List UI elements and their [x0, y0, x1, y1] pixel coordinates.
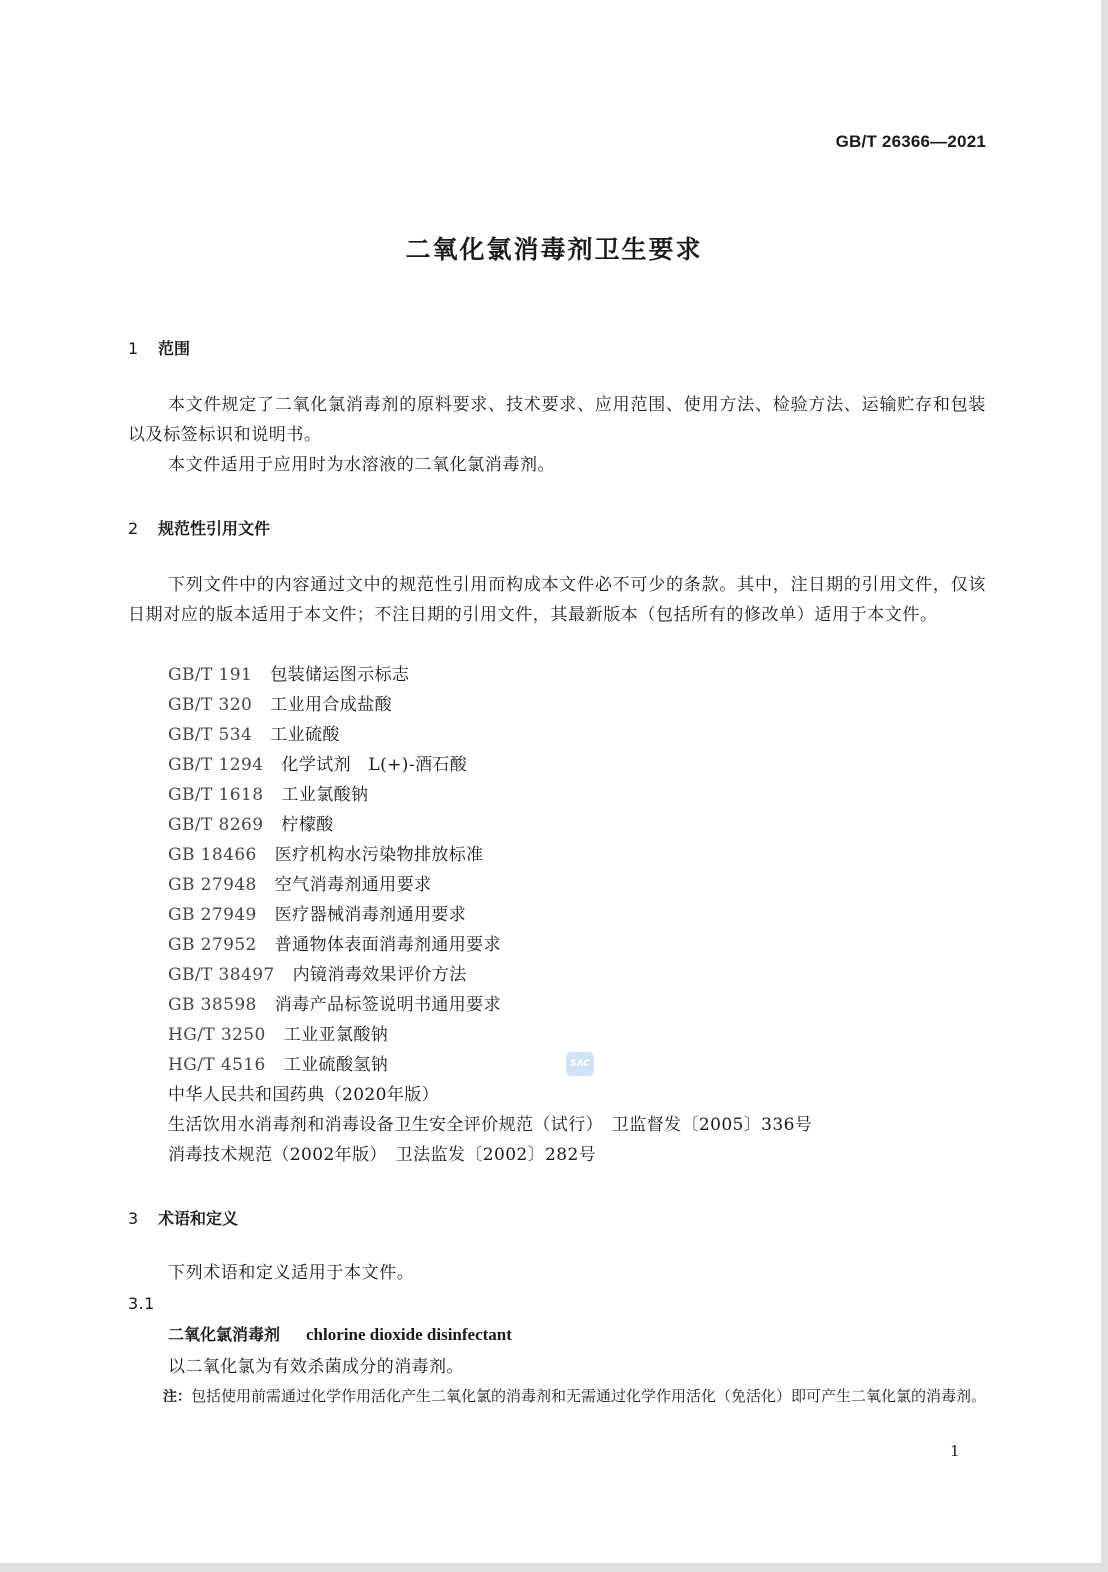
section-1-paragraph-1: 本文件规定了二氧化氯消毒剂的原料要求、技术要求、应用范围、使用方法、检验方法、运输贮存和包装以及标签标识和说明书。: [128, 395, 986, 445]
section-1-heading: [128, 336, 190, 359]
term-number: 3.1: [128, 1294, 155, 1313]
reference-item-extra: 消毒技术规范（2002年版） 卫法监发〔2002〕282号: [168, 1145, 597, 1165]
reference-item: [168, 930, 812, 960]
reference-item: [168, 690, 812, 720]
reference-code: GB/T 1618: [168, 785, 264, 805]
section-3-heading: [128, 1206, 238, 1229]
reference-title: 内镜消毒效果评价方法: [292, 965, 467, 985]
reference-item: [168, 1050, 812, 1080]
term-definition: 以二氧化氯为有效杀菌成分的消毒剂。: [168, 1357, 464, 1377]
section-number: 2: [128, 519, 139, 538]
reference-code: GB/T 534: [168, 725, 253, 745]
reference-title: 消毒产品标签说明书通用要求: [274, 995, 501, 1015]
section-2-heading: [128, 516, 270, 539]
viewer-bottom-edge: [0, 1563, 1108, 1572]
section-number: 3: [128, 1209, 139, 1228]
normative-references-list: [168, 660, 812, 1170]
reference-title: 工业硫酸氢钠: [283, 1055, 389, 1075]
reference-title: 普通物体表面消毒剂通用要求: [274, 935, 501, 955]
reference-title: 工业亚氯酸钠: [283, 1025, 389, 1045]
reference-title: 工业氯酸钠: [281, 785, 369, 805]
reference-code: GB/T 191: [168, 665, 253, 685]
reference-item: [168, 750, 812, 780]
section-2-paragraph-1: 下列文件中的内容通过文中的规范性引用而构成本文件必不可少的条款。其中，注日期的引用文件，仅该日期对应的版本适用于本文件；不注日期的引用文件，其最新版本（包括所有的修改单）适用于本文件。: [128, 575, 986, 625]
reference-title: 医疗机构水污染物排放标准: [274, 845, 484, 865]
term-english: chlorine dioxide disinfectant: [306, 1325, 512, 1344]
standard-number: GB/T 26366—2021: [835, 132, 986, 151]
term-chinese: 二氧化氯消毒剂: [168, 1325, 281, 1344]
note-label: 注：: [163, 1389, 191, 1405]
section-title: 规范性引用文件: [158, 519, 271, 538]
reference-title: 柠檬酸: [281, 815, 334, 835]
reference-item: [168, 780, 812, 810]
reference-code: GB 27949: [168, 905, 257, 925]
reference-title: 包装储运图示标志: [270, 665, 410, 685]
reference-code: GB/T 1294: [168, 755, 264, 775]
reference-code: GB/T 320: [168, 695, 253, 715]
section-title: 范围: [158, 339, 191, 358]
reference-code: GB 27952: [168, 935, 257, 955]
reference-item: [168, 870, 812, 900]
reference-item: [168, 900, 812, 930]
reference-title: 工业用合成盐酸: [270, 695, 393, 715]
reference-item: [168, 840, 812, 870]
reference-item: [168, 720, 812, 750]
term-entry: [168, 1322, 512, 1345]
reference-code: GB/T 38497: [168, 965, 275, 985]
reference-title: 工业硫酸: [270, 725, 340, 745]
reference-title: 化学试剂 L(+)-酒石酸: [281, 755, 468, 775]
reference-item: [168, 660, 812, 690]
reference-title: 空气消毒剂通用要求: [274, 875, 432, 895]
section-title: 术语和定义: [158, 1209, 239, 1228]
reference-item: [168, 810, 812, 840]
reference-code: GB 27948: [168, 875, 257, 895]
reference-code: HG/T 3250: [168, 1025, 266, 1045]
reference-item: [168, 960, 812, 990]
section-3-paragraph-1: 下列术语和定义适用于本文件。: [168, 1263, 415, 1283]
reference-code: GB 18466: [168, 845, 257, 865]
reference-item-extra: 生活饮用水消毒剂和消毒设备卫生安全评价规范（试行） 卫监督发〔2005〕336号: [168, 1115, 813, 1135]
page-number: 1: [950, 1442, 960, 1460]
reference-title: 医疗器械消毒剂通用要求: [274, 905, 467, 925]
section-1-paragraph-2: 本文件适用于应用时为水溶液的二氧化氯消毒剂。: [168, 455, 556, 475]
note-text: 包括使用前需通过化学作用活化产生二氧化氯的消毒剂和无需通过化学作用活化（免活化）即可产生二氧化氯的消毒剂。: [191, 1387, 987, 1405]
term-note: [163, 1382, 989, 1411]
reference-item: [168, 1020, 812, 1050]
sac-watermark-logo: SAC: [566, 1052, 594, 1076]
reference-item: [168, 990, 812, 1020]
reference-code: GB/T 8269: [168, 815, 264, 835]
reference-code: GB 38598: [168, 995, 257, 1015]
reference-code: HG/T 4516: [168, 1055, 266, 1075]
document-title: 二氧化氯消毒剂卫生要求: [405, 235, 703, 264]
section-number: 1: [128, 339, 139, 358]
reference-item-extra: 中华人民共和国药典（2020年版）: [168, 1085, 440, 1105]
